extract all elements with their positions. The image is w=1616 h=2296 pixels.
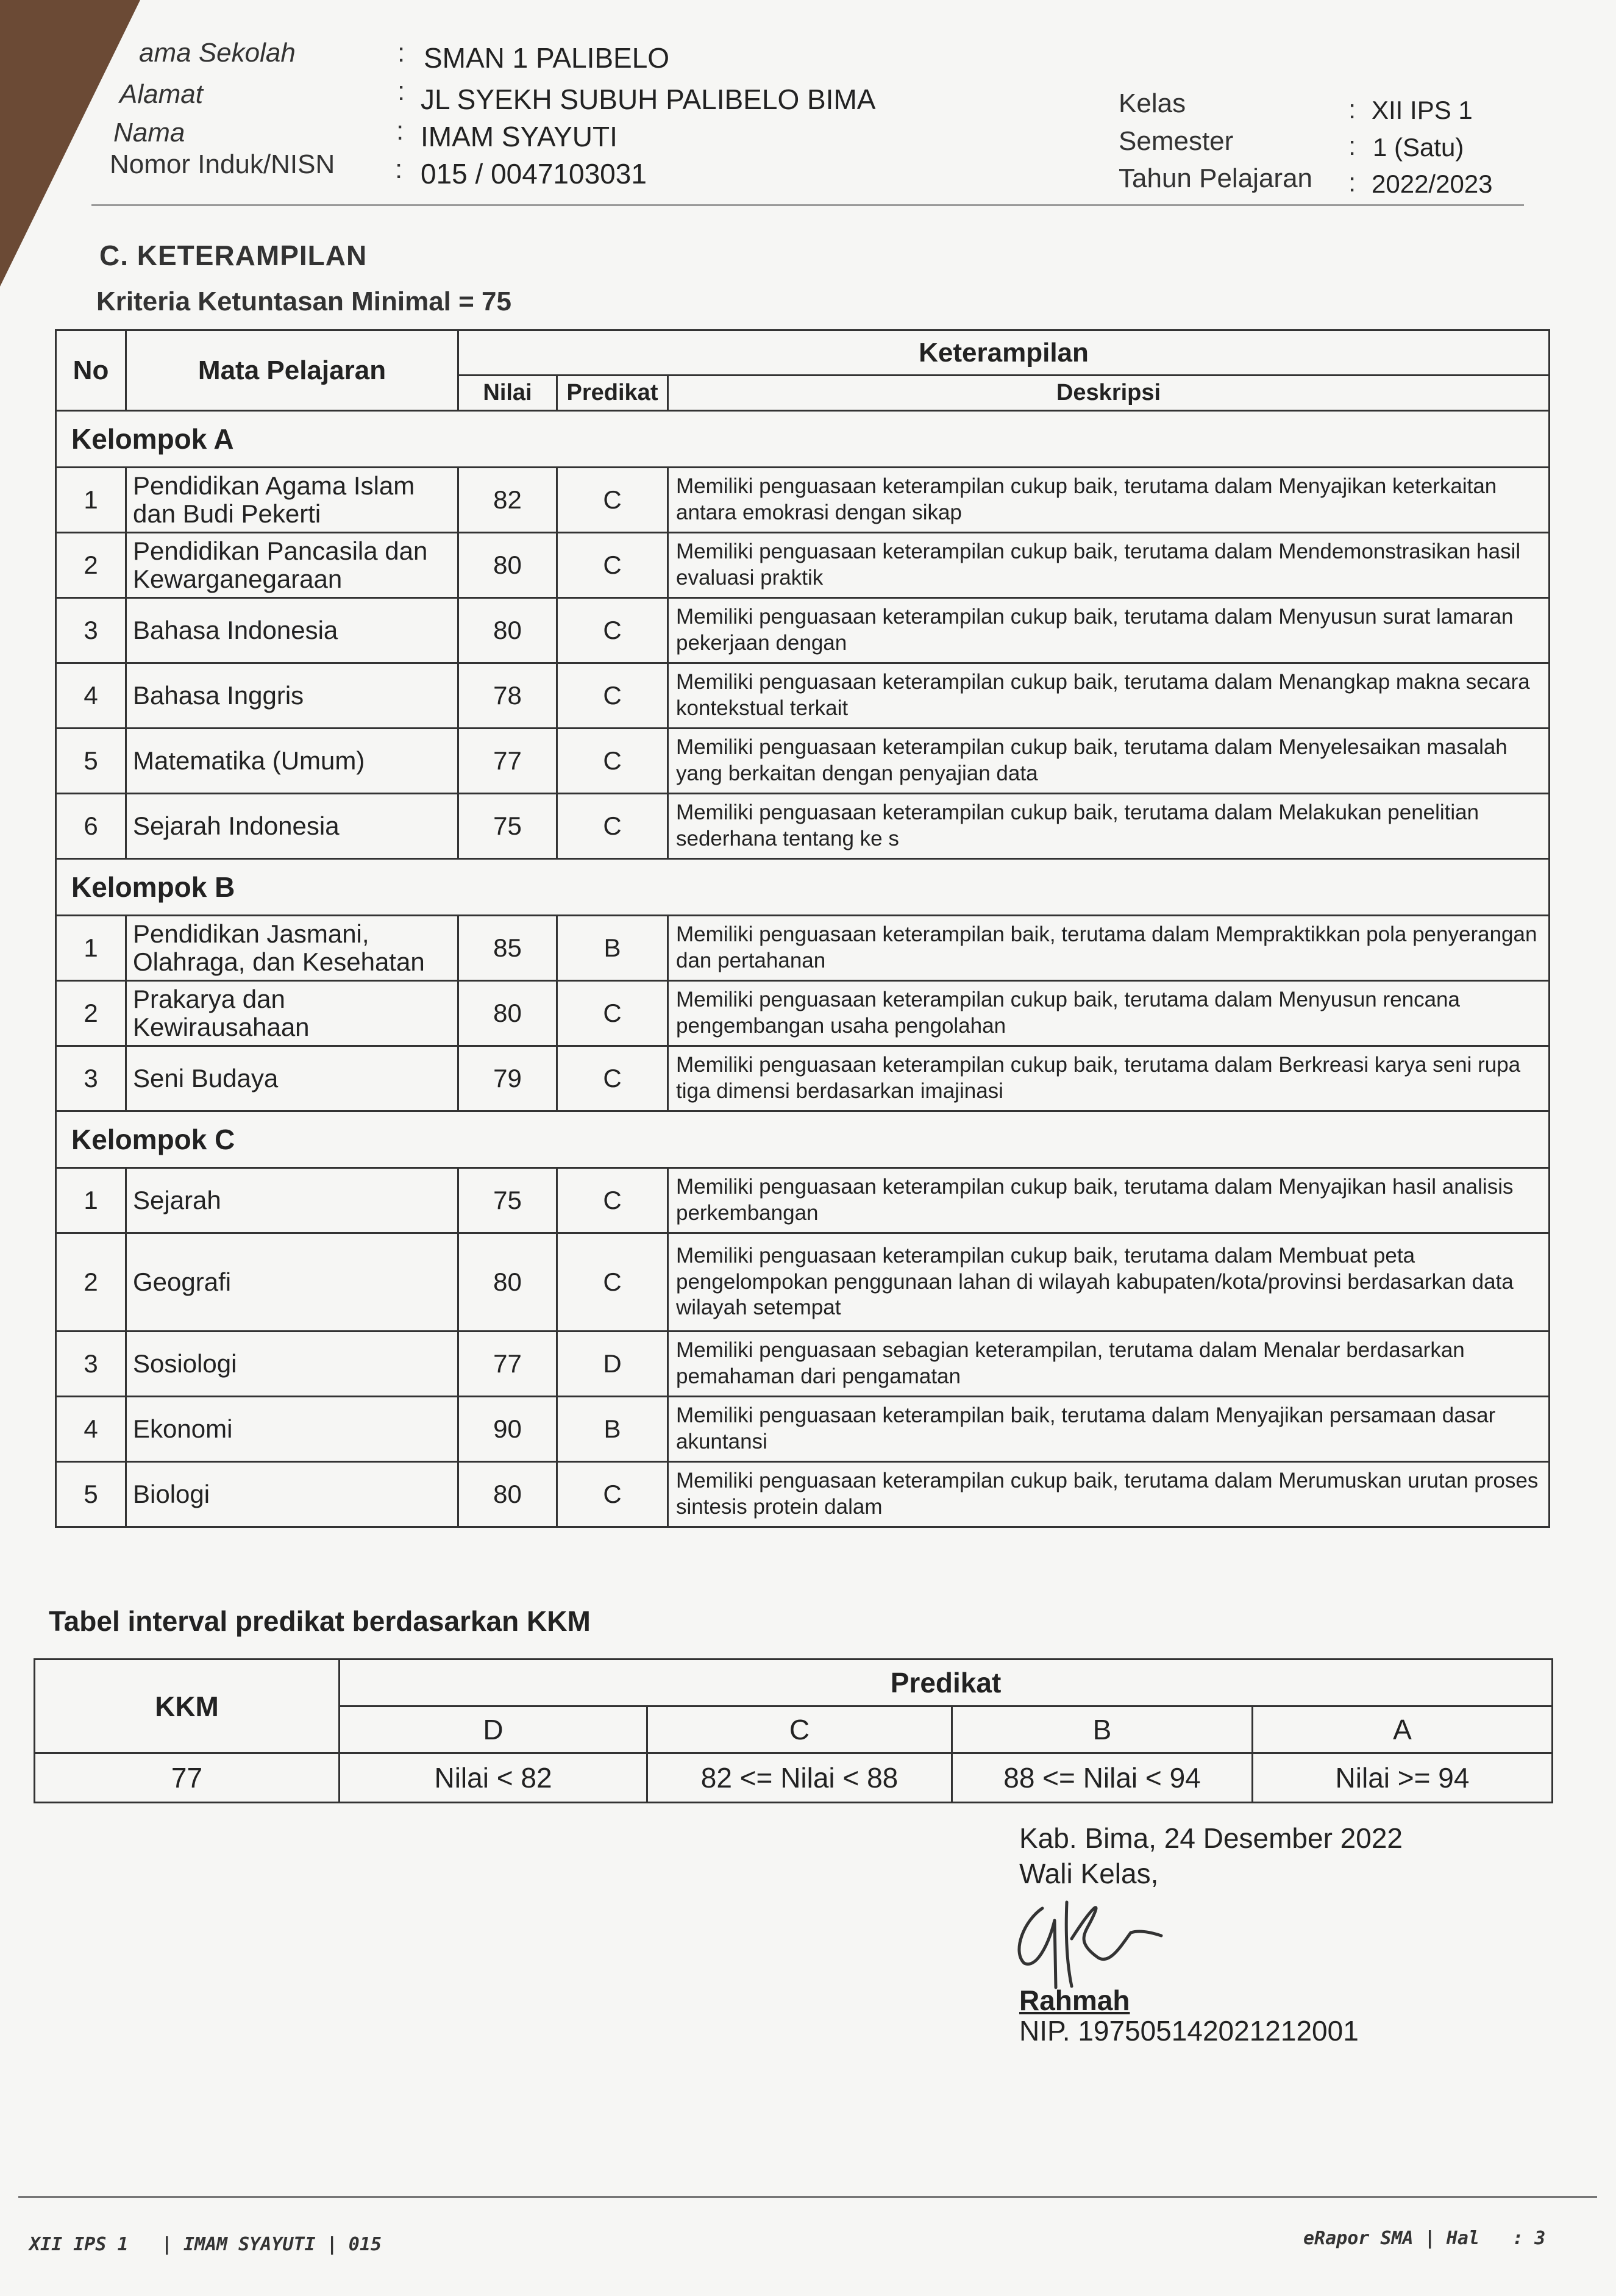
school-label: ama Sekolah — [139, 38, 296, 68]
name-label: Nama — [113, 118, 185, 148]
score-value: 77 — [458, 729, 557, 794]
table-row — [56, 533, 1550, 598]
year-value: 2022/2023 — [1372, 169, 1493, 198]
subject-name: Matematika (Umum) — [126, 729, 458, 794]
skills-table — [55, 329, 1550, 1528]
description-text: Memiliki penguasaan keterampilan cukup baik, terutama dalam Merumuskan urutan proses sintesis protein dalam — [668, 1462, 1550, 1527]
row-number: 5 — [56, 1462, 126, 1527]
score-value: 79 — [458, 1046, 557, 1111]
description-text: Memiliki penguasaan keterampilan cukup baik, terutama dalam Berkreasi karya seni rupa tiga dimensi berdasarkan imajinasi — [668, 1046, 1550, 1111]
footer-right: eRapor SMA | Hal : 3 — [1303, 2228, 1546, 2249]
school-value: SMAN 1 PALIBELO — [424, 42, 670, 74]
place-date: Kab. Bima, 24 Desember 2022 — [1019, 1822, 1403, 1854]
predicate-grade: C — [557, 794, 668, 859]
col-value-header: Nilai — [458, 376, 557, 411]
subject-name: Pendidikan Pancasila dan Kewarganegaraan — [126, 533, 458, 598]
signature-graphic — [1000, 1884, 1176, 1994]
colon: : — [1348, 131, 1356, 161]
subject-name: Seni Budaya — [126, 1046, 458, 1111]
colon: : — [1348, 168, 1356, 198]
interval-title: Tabel interval predikat berdasarkan KKM — [49, 1605, 591, 1637]
description-text: Memiliki penguasaan keterampilan cukup baik, terutama dalam Mendemonstrasikan hasil evaluasi praktik — [668, 533, 1550, 598]
subject-name: Sejarah — [126, 1168, 458, 1233]
address-value: JL SYEKH SUBUH PALIBELO BIMA — [421, 84, 876, 115]
semester-value: 1 (Satu) — [1373, 133, 1464, 162]
table-row — [56, 1233, 1550, 1332]
row-number: 6 — [56, 794, 126, 859]
footer-left: XII IPS 1 | IMAM SYAYUTI | 015 — [29, 2234, 382, 2255]
group-row — [56, 1111, 1550, 1168]
subject-name: Ekonomi — [126, 1397, 458, 1462]
description-text: Memiliki penguasaan keterampilan baik, terutama dalam Mempraktikkan pola penyerangan dan pertahanan — [668, 916, 1550, 981]
table-row — [56, 468, 1550, 533]
grade-d: D — [340, 1706, 647, 1753]
grade-a: A — [1253, 1706, 1553, 1753]
predicate-grade: B — [557, 1397, 668, 1462]
subject-name: Sejarah Indonesia — [126, 794, 458, 859]
score-value: 80 — [458, 598, 557, 663]
description-text: Memiliki penguasaan keterampilan cukup baik, terutama dalam Menyusun surat lamaran pekerjaan dengan — [668, 598, 1550, 663]
score-value: 75 — [458, 794, 557, 859]
predicate-grade: C — [557, 598, 668, 663]
table-body — [56, 411, 1550, 1527]
table-row — [56, 1462, 1550, 1527]
signer-role: Wali Kelas, — [1019, 1858, 1159, 1889]
table-row — [56, 1332, 1550, 1397]
nisn-value: 015 / 0047103031 — [421, 158, 647, 190]
group-name: Kelompok B — [56, 859, 1550, 916]
score-value: 80 — [458, 981, 557, 1046]
subject-name: Pendidikan Agama Islam dan Budi Pekerti — [126, 468, 458, 533]
signer-nip: NIP. 197505142021212001 — [1019, 2015, 1359, 2047]
description-text: Memiliki penguasaan keterampilan cukup baik, terutama dalam Menangkap makna secara kontekstual terkait — [668, 663, 1550, 729]
colon: : — [397, 76, 405, 106]
col-predicate-header: Predikat — [557, 376, 668, 411]
description-text: Memiliki penguasaan keterampilan baik, terutama dalam Menyajikan persamaan dasar akuntansi — [668, 1397, 1550, 1462]
class-value: XII IPS 1 — [1372, 96, 1473, 124]
predicate-header: Predikat — [340, 1660, 1553, 1706]
description-text: Memiliki penguasaan keterampilan cukup baik, terutama dalam Menyusun rencana pengembangan usaha pengolahan — [668, 981, 1550, 1046]
predicate-grade: C — [557, 663, 668, 729]
table-row — [56, 794, 1550, 859]
table-row — [56, 916, 1550, 981]
range-d: Nilai < 82 — [340, 1753, 647, 1803]
subject-name: Sosiologi — [126, 1332, 458, 1397]
row-number: 3 — [56, 1046, 126, 1111]
class-label: Kelas — [1119, 88, 1186, 118]
description-text: Memiliki penguasaan keterampilan cukup baik, terutama dalam Menyajikan hasil analisis perkembangan — [668, 1168, 1550, 1233]
row-number: 3 — [56, 598, 126, 663]
kkm-value: 77 — [35, 1753, 340, 1803]
table-row — [56, 729, 1550, 794]
col-no-header: No — [56, 330, 126, 411]
group-row — [56, 859, 1550, 916]
header-divider — [91, 204, 1524, 206]
range-a: Nilai >= 94 — [1253, 1753, 1553, 1803]
table-row — [56, 1397, 1550, 1462]
semester-label: Semester — [1119, 126, 1234, 156]
group-row — [56, 411, 1550, 468]
predicate-grade: C — [557, 729, 668, 794]
subject-name: Pendidikan Jasmani, Olahraga, dan Kesehatan — [126, 916, 458, 981]
year-label: Tahun Pelajaran — [1119, 163, 1313, 193]
footer-divider — [18, 2196, 1597, 2198]
score-value: 75 — [458, 1168, 557, 1233]
score-value: 90 — [458, 1397, 557, 1462]
score-value: 80 — [458, 1462, 557, 1527]
predicate-grade: C — [557, 1046, 668, 1111]
section-title: C. KETERAMPILAN — [99, 240, 368, 271]
predicate-grade: C — [557, 1168, 668, 1233]
table-row — [56, 1046, 1550, 1111]
score-value: 80 — [458, 1233, 557, 1332]
signer-name: Rahmah — [1019, 1984, 1130, 2016]
predicate-grade: C — [557, 1462, 668, 1527]
description-text: Memiliki penguasaan keterampilan cukup baik, terutama dalam Menyelesaikan masalah yang berkaitan dengan penyajian data — [668, 729, 1550, 794]
row-number: 3 — [56, 1332, 126, 1397]
row-number: 1 — [56, 468, 126, 533]
table-row — [56, 1168, 1550, 1233]
row-number: 2 — [56, 1233, 126, 1332]
table-row — [56, 981, 1550, 1046]
colon: : — [397, 38, 405, 68]
col-skills-header: Keterampilan — [458, 330, 1550, 376]
score-value: 78 — [458, 663, 557, 729]
range-c: 82 <= Nilai < 88 — [647, 1753, 952, 1803]
score-value: 77 — [458, 1332, 557, 1397]
score-value: 85 — [458, 916, 557, 981]
subject-name: Geografi — [126, 1233, 458, 1332]
kkm-criteria: Kriteria Ketuntasan Minimal = 75 — [96, 287, 511, 316]
subject-name: Prakarya dan Kewirausahaan — [126, 981, 458, 1046]
predicate-grade: C — [557, 468, 668, 533]
row-number: 5 — [56, 729, 126, 794]
predicate-grade: C — [557, 1233, 668, 1332]
colon: : — [396, 116, 404, 146]
grade-c: C — [647, 1706, 952, 1753]
predicate-grade: C — [557, 981, 668, 1046]
table-row — [56, 663, 1550, 729]
group-name: Kelompok C — [56, 1111, 1550, 1168]
name-value: IMAM SYAYUTI — [421, 121, 618, 152]
row-number: 4 — [56, 1397, 126, 1462]
kkm-header: KKM — [35, 1660, 340, 1753]
row-number: 4 — [56, 663, 126, 729]
row-number: 2 — [56, 533, 126, 598]
subject-name: Bahasa Indonesia — [126, 598, 458, 663]
row-number: 1 — [56, 1168, 126, 1233]
col-subject-header: Mata Pelajaran — [126, 330, 458, 411]
row-number: 1 — [56, 916, 126, 981]
predicate-grade: C — [557, 533, 668, 598]
score-value: 80 — [458, 533, 557, 598]
table-row — [56, 598, 1550, 663]
predicate-grade: D — [557, 1332, 668, 1397]
description-text: Memiliki penguasaan keterampilan cukup baik, terutama dalam Menyajikan keterkaitan antara emokrasi dengan sikap — [668, 468, 1550, 533]
description-text: Memiliki penguasaan sebagian keterampilan, terutama dalam Menalar berdasarkan pemahaman dari pengamatan — [668, 1332, 1550, 1397]
address-label: Alamat — [119, 79, 203, 109]
colon: : — [1348, 94, 1356, 124]
nisn-label: Nomor Induk/NISN — [110, 149, 335, 179]
score-value: 82 — [458, 468, 557, 533]
predicate-grade: B — [557, 916, 668, 981]
range-b: 88 <= Nilai < 94 — [952, 1753, 1253, 1803]
colon: : — [395, 154, 403, 184]
description-text: Memiliki penguasaan keterampilan cukup baik, terutama dalam Melakukan penelitian sederhana tentang ke s — [668, 794, 1550, 859]
grade-b: B — [952, 1706, 1253, 1753]
subject-name: Biologi — [126, 1462, 458, 1527]
subject-name: Bahasa Inggris — [126, 663, 458, 729]
col-description-header: Deskripsi — [668, 376, 1550, 411]
group-name: Kelompok A — [56, 411, 1550, 468]
predicate-interval-table — [34, 1658, 1553, 1803]
row-number: 2 — [56, 981, 126, 1046]
description-text: Memiliki penguasaan keterampilan cukup baik, terutama dalam Membuat peta pengelompokan penggunaan lahan di wilayah kabupaten/kota/provinsi berdasarkan data wilayah setempat — [668, 1233, 1550, 1332]
